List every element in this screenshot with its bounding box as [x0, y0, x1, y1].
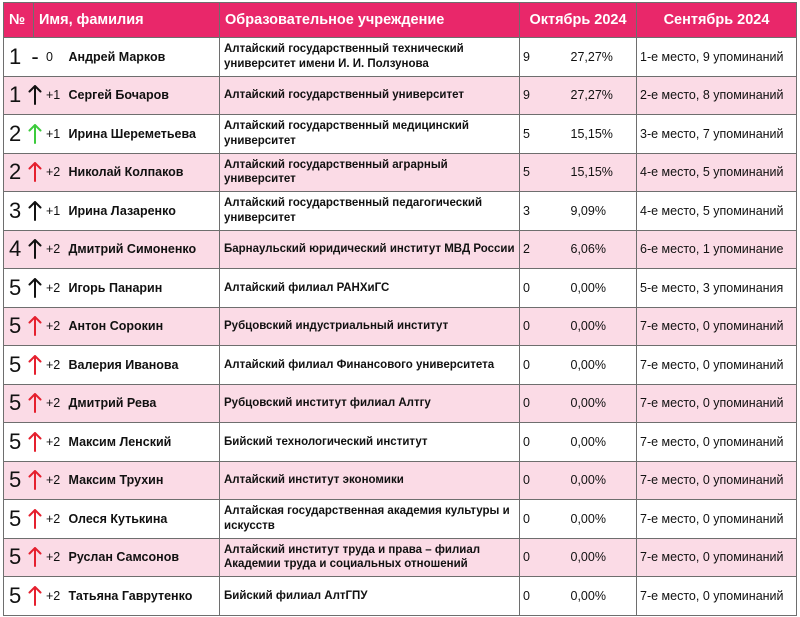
person-name: Сергей Бочаров	[66, 76, 220, 115]
rank-delta: +1	[46, 126, 61, 141]
rank-cell	[4, 423, 66, 462]
header-institution: Образовательное учреждение	[220, 3, 520, 38]
october-percent: 0,00%	[567, 577, 637, 616]
rank-cell	[4, 115, 66, 154]
header-rank: №	[4, 3, 34, 38]
rank-delta: +2	[46, 396, 61, 411]
october-count: 3	[520, 192, 567, 231]
table-row	[4, 115, 797, 154]
rank-number: 5	[9, 505, 22, 531]
table-row	[4, 38, 797, 77]
institution-name: Бийский филиал АлтГПУ	[220, 577, 520, 616]
arrow-up-red-icon	[28, 547, 42, 567]
rank-delta: +2	[46, 165, 61, 180]
rank-group	[9, 197, 66, 223]
rank-number: 5	[9, 351, 22, 377]
table-row	[4, 500, 797, 539]
table-header	[4, 3, 797, 38]
person-name: Максим Трухин	[66, 461, 220, 500]
rank-group	[9, 315, 66, 337]
rank-number: 1	[9, 43, 22, 69]
october-percent: 9,09%	[567, 192, 637, 231]
rank-cell	[4, 384, 66, 423]
table-row	[4, 269, 797, 308]
september-result: 7-е место, 0 упоминаний	[637, 307, 797, 346]
october-percent: 0,00%	[567, 538, 637, 577]
institution-name: Алтайский государственный аграрный университет	[220, 153, 520, 192]
person-name: Николай Колпаков	[66, 153, 220, 192]
october-count: 0	[520, 577, 567, 616]
september-result: 4-е место, 5 упоминаний	[637, 192, 797, 231]
institution-name: Алтайский филиал РАНХиГС	[220, 269, 520, 308]
october-percent: 0,00%	[567, 461, 637, 500]
rank-cell	[4, 346, 66, 385]
rank-delta: +2	[46, 434, 61, 449]
rank-group	[9, 84, 66, 106]
september-result: 3-е место, 7 упоминаний	[637, 115, 797, 154]
rank-number: 1	[9, 82, 22, 108]
october-count: 0	[520, 500, 567, 539]
rank-cell	[4, 38, 66, 77]
rank-delta: +1	[46, 88, 61, 103]
arrow-up-red-icon	[28, 432, 42, 452]
institution-name: Алтайский институт экономики	[220, 461, 520, 500]
institution-name: Алтайская государственная академия культуры и искусств	[220, 500, 520, 539]
rank-delta: +2	[46, 242, 61, 257]
october-count: 9	[520, 38, 567, 77]
september-result: 7-е место, 0 упоминаний	[637, 423, 797, 462]
october-count: 0	[520, 269, 567, 308]
october-percent: 0,00%	[567, 384, 637, 423]
rank-delta: +2	[46, 588, 61, 603]
rank-cell	[4, 76, 66, 115]
institution-name: Рубцовский институт филиал Алтгу	[220, 384, 520, 423]
rank-number: 2	[9, 120, 22, 146]
arrow-up-red-icon	[28, 316, 42, 336]
october-count: 0	[520, 346, 567, 385]
september-result: 6-е место, 1 упоминание	[637, 230, 797, 269]
september-result: 7-е место, 0 упоминаний	[637, 346, 797, 385]
arrow-up-red-icon	[28, 470, 42, 490]
header-october: Октябрь 2024	[520, 3, 637, 38]
rank-delta: +2	[46, 550, 61, 565]
rank-group	[9, 505, 66, 531]
institution-name: Алтайский государственный университет	[220, 76, 520, 115]
table-row	[4, 423, 797, 462]
rank-group	[9, 43, 66, 69]
person-name: Игорь Панарин	[66, 269, 220, 308]
person-name: Ирина Шереметьева	[66, 115, 220, 154]
institution-name: Бийский технологический институт	[220, 423, 520, 462]
table-row	[4, 384, 797, 423]
arrow-up-black-icon	[28, 201, 42, 221]
october-percent: 0,00%	[567, 269, 637, 308]
september-result: 4-е место, 5 упоминаний	[637, 153, 797, 192]
table-row	[4, 76, 797, 115]
rank-cell	[4, 538, 66, 577]
rank-cell	[4, 230, 66, 269]
table-body	[4, 38, 797, 616]
october-count: 0	[520, 538, 567, 577]
table-row	[4, 346, 797, 385]
rank-group	[9, 238, 66, 260]
institution-name: Алтайский государственный медицинский университет	[220, 115, 520, 154]
rank-group	[9, 428, 66, 454]
october-percent: 27,27%	[567, 38, 637, 77]
rank-number: 4	[9, 236, 22, 262]
rank-group	[9, 120, 66, 146]
rank-group	[9, 469, 66, 491]
september-result: 7-е место, 0 упоминаний	[637, 500, 797, 539]
october-count: 5	[520, 153, 567, 192]
october-percent: 15,15%	[567, 115, 637, 154]
arrow-up-black-icon	[28, 239, 42, 259]
rating-table-wrapper	[3, 2, 797, 616]
rank-cell	[4, 577, 66, 616]
person-name: Дмитрий Симоненко	[66, 230, 220, 269]
person-name: Татьяна Гаврутенко	[66, 577, 220, 616]
october-count: 2	[520, 230, 567, 269]
institution-name: Алтайский институт труда и права – филиал Академии труда и социальных отношений	[220, 538, 520, 577]
rank-delta: 0	[46, 49, 53, 64]
person-name: Антон Сорокин	[66, 307, 220, 346]
header-september: Сентябрь 2024	[637, 3, 797, 38]
arrow-up-red-icon	[28, 509, 42, 529]
table-row	[4, 538, 797, 577]
rank-cell	[4, 153, 66, 192]
october-percent: 27,27%	[567, 76, 637, 115]
arrow-up-red-icon	[28, 162, 42, 182]
september-result: 7-е место, 0 упоминаний	[637, 577, 797, 616]
table-row	[4, 461, 797, 500]
rank-delta: +2	[46, 357, 61, 372]
person-name: Дмитрий Рева	[66, 384, 220, 423]
september-result: 1-е место, 9 упоминаний	[637, 38, 797, 77]
person-name: Валерия Иванова	[66, 346, 220, 385]
table-row	[4, 230, 797, 269]
table-row	[4, 153, 797, 192]
rank-number: 5	[9, 390, 22, 416]
header-row	[4, 3, 797, 38]
person-name: Андрей Марков	[66, 38, 220, 77]
institution-name: Рубцовский индустриальный институт	[220, 307, 520, 346]
rank-number: 5	[9, 544, 22, 570]
october-percent: 6,06%	[567, 230, 637, 269]
october-percent: 15,15%	[567, 153, 637, 192]
september-result: 7-е место, 0 упоминаний	[637, 538, 797, 577]
rank-number: 3	[9, 197, 22, 223]
rank-cell	[4, 500, 66, 539]
rank-group	[9, 161, 66, 183]
arrow-up-black-icon	[28, 278, 42, 298]
october-count: 0	[520, 384, 567, 423]
rank-delta: +2	[46, 473, 61, 488]
rank-group	[9, 274, 66, 300]
arrow-up-black-icon	[28, 85, 42, 105]
october-percent: 0,00%	[567, 346, 637, 385]
institution-name: Барнаульский юридический институт МВД России	[220, 230, 520, 269]
september-result: 5-е место, 3 упоминания	[637, 269, 797, 308]
rank-cell	[4, 461, 66, 500]
arrow-up-green-icon	[28, 124, 42, 144]
header-name: Имя, фамилия	[34, 3, 220, 38]
institution-name: Алтайский государственный педагогический университет	[220, 192, 520, 231]
rank-delta: +2	[46, 319, 61, 334]
arrow-up-red-icon	[28, 586, 42, 606]
rank-cell	[4, 307, 66, 346]
person-name: Ирина Лазаренко	[66, 192, 220, 231]
rank-delta: +1	[46, 203, 61, 218]
rank-group	[9, 351, 66, 377]
rank-group	[9, 582, 66, 608]
table-row	[4, 577, 797, 616]
september-result: 7-е место, 0 упоминаний	[637, 461, 797, 500]
october-count: 0	[520, 423, 567, 462]
october-percent: 0,00%	[567, 423, 637, 462]
person-name: Максим Ленский	[66, 423, 220, 462]
rank-number: 5	[9, 313, 22, 339]
september-result: 2-е место, 8 упоминаний	[637, 76, 797, 115]
rank-number: 5	[9, 428, 22, 454]
rank-delta: +2	[46, 511, 61, 526]
dash-icon: -	[31, 43, 39, 69]
table-row	[4, 192, 797, 231]
institution-name: Алтайский государственный технический университет имени И. И. Ползунова	[220, 38, 520, 77]
arrow-up-red-icon	[28, 355, 42, 375]
october-count: 0	[520, 307, 567, 346]
october-count: 0	[520, 461, 567, 500]
october-percent: 0,00%	[567, 500, 637, 539]
table-row	[4, 307, 797, 346]
rank-number: 5	[9, 582, 22, 608]
rank-cell	[4, 269, 66, 308]
person-name: Руслан Самсонов	[66, 538, 220, 577]
institution-name: Алтайский филиал Финансового университета	[220, 346, 520, 385]
rank-delta: +2	[46, 280, 61, 295]
arrow-up-red-icon	[28, 393, 42, 413]
october-count: 5	[520, 115, 567, 154]
rank-number: 5	[9, 274, 22, 300]
rank-number: 5	[9, 467, 22, 493]
september-result: 7-е место, 0 упоминаний	[637, 384, 797, 423]
october-count: 9	[520, 76, 567, 115]
rank-number: 2	[9, 159, 22, 185]
october-percent: 0,00%	[567, 307, 637, 346]
person-name: Олеся Кутькина	[66, 500, 220, 539]
rank-cell	[4, 192, 66, 231]
rank-group	[9, 546, 66, 568]
rating-table	[3, 2, 797, 616]
rank-group	[9, 392, 66, 414]
